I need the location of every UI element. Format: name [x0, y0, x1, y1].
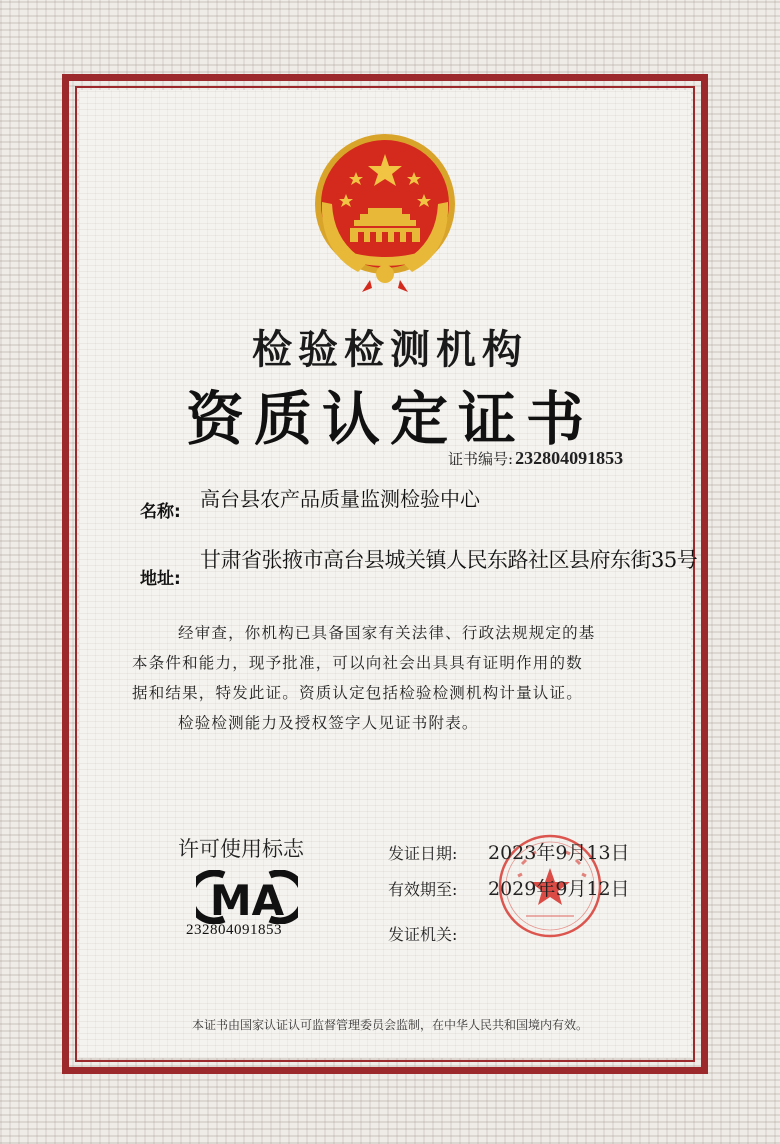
certificate-title-line2: 资质认定证书 — [185, 385, 594, 453]
cert-number-value: 232804091853 — [515, 448, 624, 468]
body-line-2: 本条件和能力，现予批准，可以向社会出具具有证明作用的数 — [132, 654, 583, 672]
body-line-4: 检验检测能力及授权签字人见证书附表。 — [178, 714, 479, 732]
issuing-authority-label: 发证机关: — [388, 925, 458, 944]
address-label: 地址: — [140, 569, 181, 589]
cert-number-label: 证书编号: — [448, 450, 514, 468]
ma-logo-text: MA — [209, 876, 285, 924]
issue-date-value: 2023年9月13日 — [488, 842, 630, 864]
certificate-body — [132, 618, 647, 738]
cert-number-row — [448, 448, 623, 469]
valid-until-label: 有效期至: — [388, 880, 458, 899]
body-line-1: 经审查，你机构已具备国家有关法律、行政法规规定的基 — [178, 624, 596, 642]
name-label: 名称: — [140, 502, 181, 522]
ma-mark-icon — [196, 870, 298, 924]
issuing-authority-row — [388, 922, 482, 945]
certificate-footer: 本证书由国家认证认可监督管理委员会监制，在中华人民共和国境内有效。 — [191, 1018, 588, 1032]
license-mark-label: 许可使用标志 — [178, 837, 304, 861]
certificate-title-line1: 检验检测机构 — [252, 327, 528, 373]
institution-name: 高台县农产品质量监测检验中心 — [200, 487, 480, 511]
national-emblem-icon — [312, 132, 458, 292]
institution-address: 甘肃省张掖市高台县城关镇人民东路社区县府东街35号 — [200, 548, 698, 572]
valid-until-value: 2029年9月12日 — [488, 878, 630, 900]
issue-date-row — [388, 838, 630, 865]
ma-code: 232804091853 — [186, 922, 282, 938]
body-line-3: 据和结果，特发此证。资质认定包括检验检测机构计量认证。 — [132, 684, 583, 702]
valid-until-row — [388, 874, 630, 901]
issue-date-label: 发证日期: — [388, 844, 458, 863]
